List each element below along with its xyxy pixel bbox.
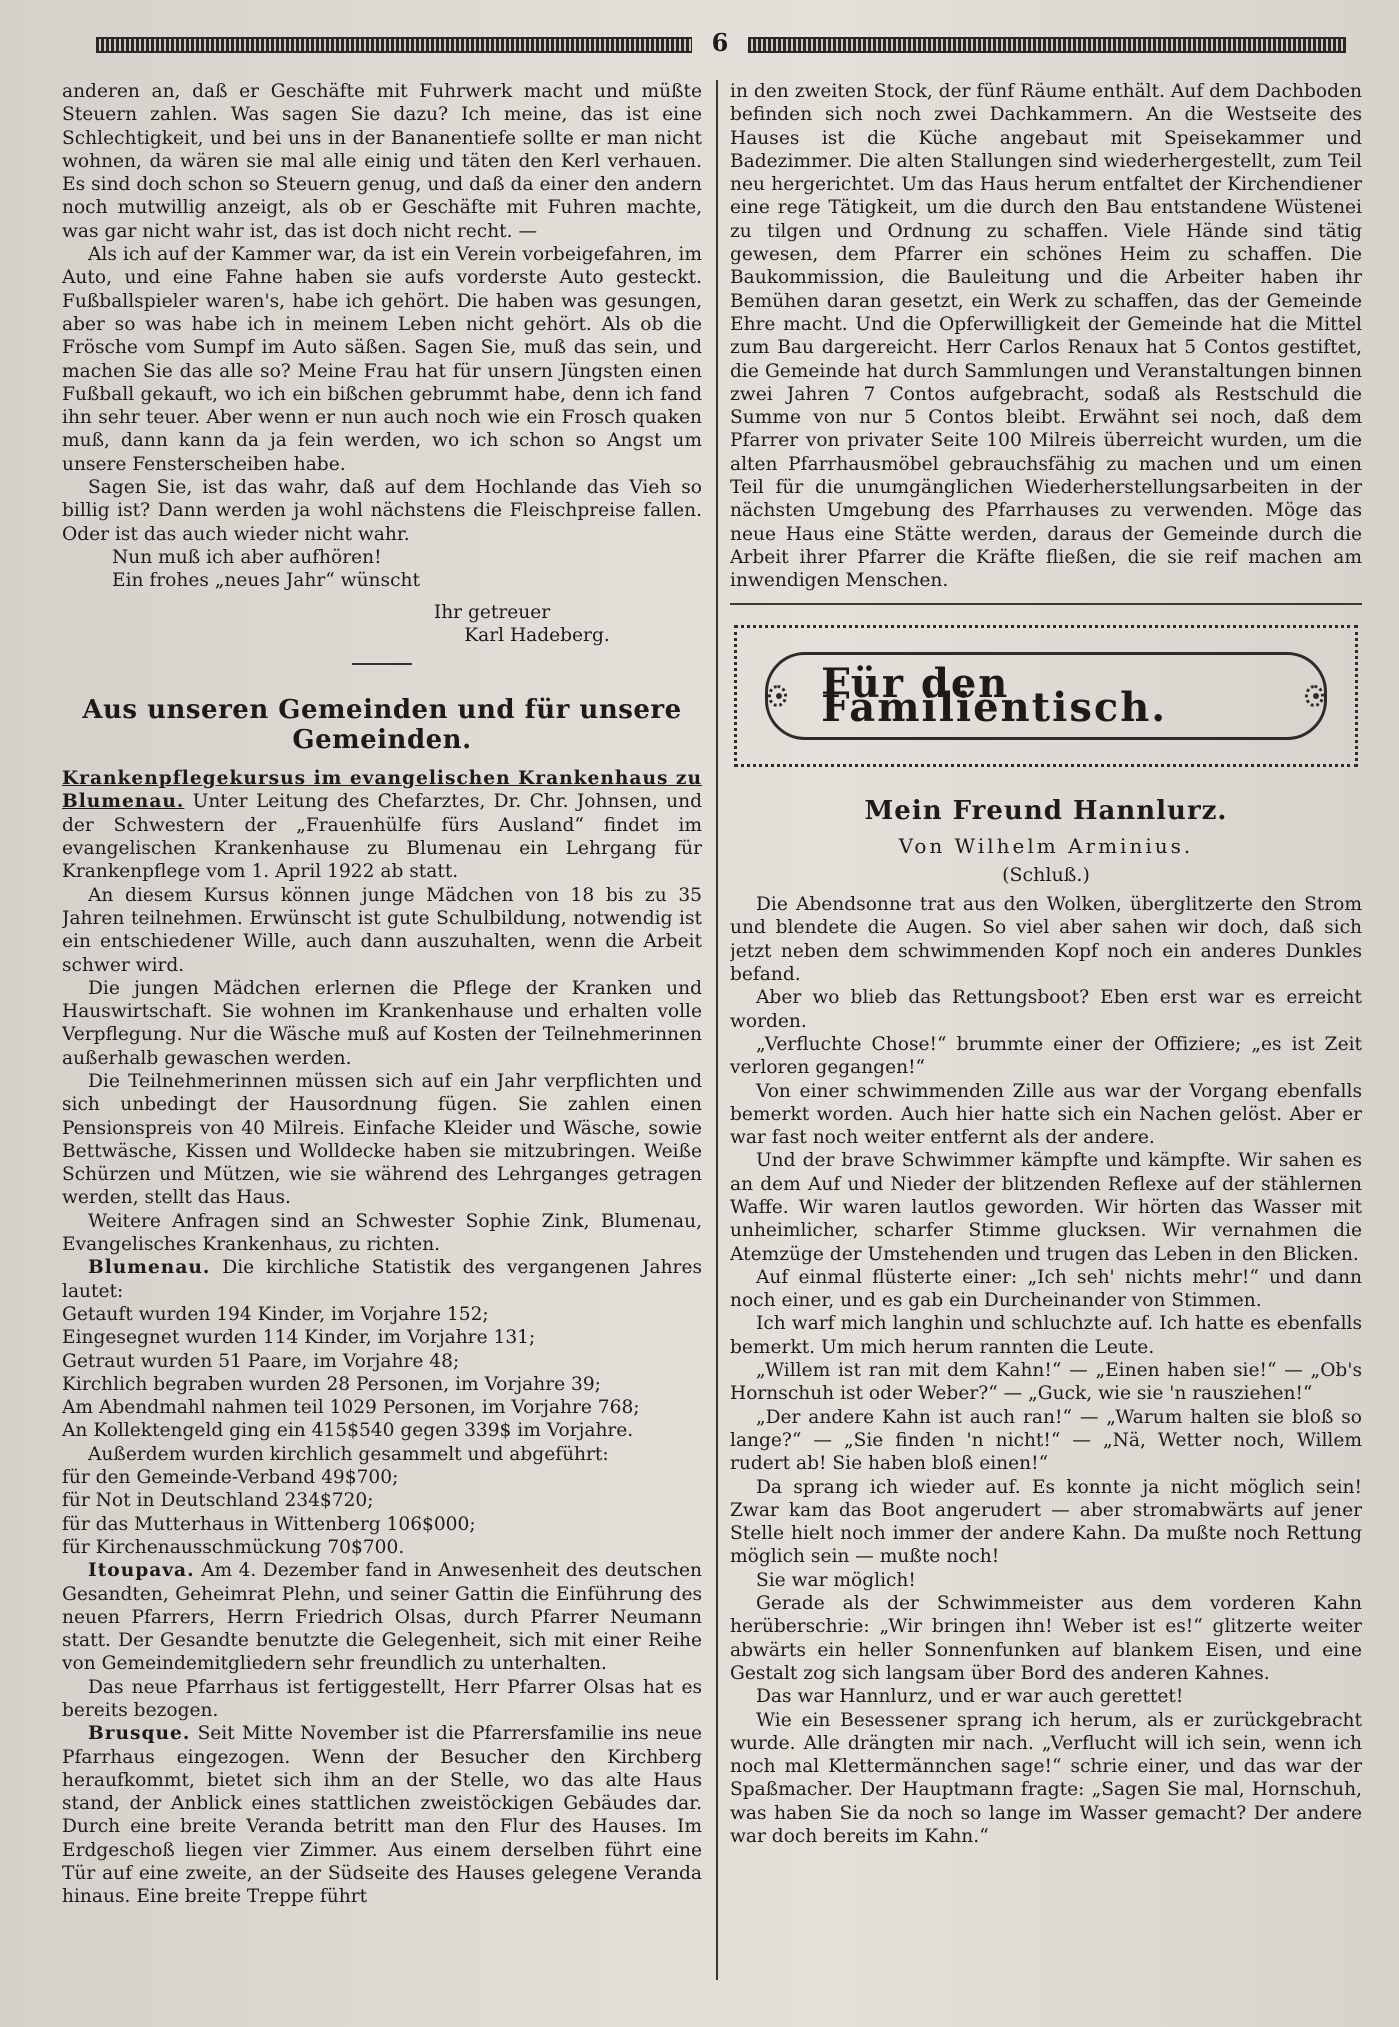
closing-line: Nun muß ich aber aufhören! <box>112 546 382 568</box>
story-paragraph: „Verfluchte Chose!“ brummte einer der Offiziere; „es ist Zeit verloren gegangen!“ <box>730 1033 1362 1079</box>
left-column <box>62 80 702 1990</box>
article-text: Am 4. Dezember fand in Anwesenheit des deutschen Gesandten, Geheimrat Plehn, und seiner Gattin die Einführung des neuen Pfarrers, Herrn Friedrich Olsas, durch Pfarrer Neumann statt. Der Gesandte benutzte die Gelegenheit, sich mit einer Reihe von Gemeindemitgliedern sehr freundlich zu unterhalten. <box>62 1560 702 1675</box>
story-paragraph: Von einer schwimmenden Zille aus war der Vorgang ebenfalls bemerkt worden. Auch hier hatte sich ein Nachen gelöst. Aber er war fast noch weiter entfernt als der andere. <box>730 1080 1362 1149</box>
story-paragraph: Die Abendsonne trat aus den Wolken, überglitzerte den Strom und blendete die Augen. So viel aber sahen wir doch, daß sich jetzt neben dem schwimmenden Kopf noch ein anderes Dunkles befand. <box>730 894 1362 986</box>
ornament-icon <box>1305 685 1324 707</box>
article-head-blumenau: Blumenau. <box>88 1257 211 1279</box>
story-paragraph: „Der andere Kahn ist auch ran!“ — „Warum halten sie bloß so lange?“ — „Sie finden 'n nicht!“ — „Nä, Wetter noch, Willem rudert ab! Sie haben bloß einen!“ <box>730 1406 1362 1475</box>
page-number: 6 <box>711 28 729 57</box>
story-paragraph: Und der brave Schwimmer kämpfte und kämpfte. Wir sahen es an dem Auf und Nieder der blitzenden Reflexe auf der stählernen Waffe. Wir waren lautlos geworden. Wir hörten das Wasser mit unheimlicher, scharfer Stimme glucksen. Wir vernahmen die Atemzüge der Umstehenden und trugen das Leben in den Blicken. <box>730 1150 1362 1265</box>
signature-name: Karl Hadeberg. <box>464 624 610 646</box>
story-byline: Von Wilhelm Arminius. <box>898 833 1194 858</box>
statistics-line: Getauft wurden 194 Kinder, im Vorjahre 152; <box>62 1303 489 1325</box>
story-paragraph: Da sprang ich wieder auf. Es konnte ja nicht möglich sein! Zwar kam das Boot angerudert — aber stromabwärts auf jener Stelle hielt noch immer der andere Kahn. Da mußte noch Rettung möglich sein — mußte noch! <box>730 1476 1362 1568</box>
article-text: An diesem Kursus können junge Mädchen von 18 bis zu 35 Jahren teilnehmen. Erwünscht ist gute Schulbildung, notwendig ist ein entschiedener Wille, auch dann auszuhalten, wenn die Arbeit schwer wird. <box>62 884 702 976</box>
story-paragraph: Auf einmal flüsterte einer: „Ich seh' nichts mehr!“ und dann noch einer, und es gab ein Durcheinander von Stimmen. <box>730 1266 1362 1312</box>
article-text: Weitere Anfragen sind an Schwester Sophie Zink, Blumenau, Evangelisches Krankenhaus, zu richten. <box>62 1210 702 1256</box>
right-column <box>730 80 1362 1990</box>
story-part-label: (Schluß.) <box>1002 863 1090 886</box>
banner-frame <box>765 652 1327 740</box>
article-text: Unter Leitung des Chefarztes, Dr. Chr. Johnsen, und der Schwestern der „Frauenhülfe fürs Ausland“ findet im evangelischen Krankenhause zu Blumenau ein Lehrgang für Krankenpflege vom 1. April 1922 ab statt. <box>62 791 702 883</box>
story-paragraph: Ich warf mich langhin und schluchzte auf. Ich hatte es ebenfalls bemerkt. Um mich herum rannten die Leute. <box>730 1313 1362 1358</box>
article-text: Die jungen Mädchen erlernen die Pflege der Kranken und Hauswirtschaft. Sie wohnen im Krankenhause und erhalten volle Verpflegung. Nur die Wäsche muß auf Kosten der Teilnehmerinnen außerhalb gewaschen werden. <box>62 977 702 1069</box>
collected-intro: Außerdem wurden kirchlich gesammelt und abgeführt: <box>88 1443 609 1465</box>
statistics-list <box>62 1303 702 1559</box>
column-divider <box>716 80 718 1980</box>
article-text: Die Teilnehmerinnen müssen sich auf ein Jahr verpflichten und sich unbedingt der Hausordnung fügen. Sie zahlen einen Pensionspreis von 40 Milreis. Einfache Kleider und Wäsche, sowie Bettwäsche, Kissen und Wolldecke haben sie mitzubringen. Weiße Schürzen und Mützen, wie sie während des Lehrganges getragen werden, stellt das Haus. <box>62 1070 702 1209</box>
story-title: Mein Freund Hannlurz. <box>864 795 1228 826</box>
page-header <box>96 30 1346 56</box>
story-paragraph: Gerade als der Schwimmeister aus dem vorderen Kahn herüberschrie: „Wir bringen ihn! Weber ist es!“ glitzerte weiter abwärts ein heller Sonnenfunken auf blankem Eisen, und eine Gestalt zog sich langsam über Bord des anderen Kahnes. <box>730 1593 1362 1684</box>
closing-line: Ein frohes „neues Jahr“ wünscht <box>112 570 420 592</box>
section-title: Aus unseren Gemeinden und für unsere Gemeinden. <box>82 695 682 756</box>
article-text: Seit Mitte November ist die Pfarrersfamilie ins neue Pfarrhaus eingezogen. Wenn der Besucher den Kirchberg heraufkommt, bietet sich ihm an der Stelle, wo das alte Haus stand, der Anblick eines stattlichen zweistöckigen Gebäudes dar. Durch eine breite Veranda betritt man den Flur des Hauses. Im Erdgeschoß liegen vier Zimmer. Aus einem derselben führt eine Tür auf eine zweite, an der Südseite des Hauses gelegene Veranda hinaus. Eine breite Treppe führt <box>62 1723 702 1908</box>
story-paragraph: Das war Hannlurz, und er war auch gerettet! <box>756 1686 1184 1708</box>
divider <box>352 663 412 665</box>
statistics-line: Am Abendmahl nahmen teil 1029 Personen, im Vorjahre 768; <box>62 1397 640 1419</box>
banner-title: Für den Familientisch. <box>821 660 1168 731</box>
article-head-brusque: Brusque. <box>88 1723 191 1745</box>
letter-paragraph: Als ich auf der Kammer war, da ist ein Verein vorbeigefahren, im Auto, und eine Fahne haben sie aufs vorderste Auto gesteckt. Fußballspieler waren's, habe ich gehört. Die haben was gesungen, aber so was habe ich in meinem Leben nicht gehört. Als ob die Frösche vom Sumpf im Auto säßen. Sagen Sie, muß das sein, und machen Sie das alle so? Meine Frau hat für unsern Jüngsten einen Fußball gekauft, wo ich ein bißchen gebrummt habe, denn ich fand ihn sehr teuer. Aber wenn er nun auch noch wie ein Frosch quaken muß, dann kann da ja fein werden, wo ich schon so Angst um unsere Fensterscheiben habe. <box>62 244 702 475</box>
story-paragraph: Aber wo blieb das Rettungsboot? Eben erst war es erreicht worden. <box>730 987 1362 1032</box>
article-text: Das neue Pfarrhaus ist fertiggestellt, Herr Pfarrer Olsas hat es bereits bezogen. <box>62 1676 702 1721</box>
divider <box>730 603 1362 605</box>
collected-line: für den Gemeinde-Verband 49$700; <box>62 1467 399 1489</box>
statistics-line: Eingesegnet wurden 114 Kinder, im Vorjahre 131; <box>62 1327 536 1349</box>
collected-line: für Kirchenausschmückung 70$700. <box>62 1536 405 1558</box>
signature-greeting: Ihr getreuer <box>433 601 551 623</box>
article-text: in den zweiten Stock, der fünf Räume enthält. Auf dem Dachboden befinden sich noch zwei Dachkammern. An die Westseite des Hauses ist die Küche angebaut mit Speisekammer und Badezimmer. Die alten Stallungen sind wiederhergestellt, zum Teil neu hergerichtet. Um das Haus herum entfaltet der Kirchendiener eine rege Tätigkeit, um die durch den Bau entstandene Wüstenei zu tilgen und Ordnung zu schaffen. Viele Hände sind tätig gewesen, dem Pfarrer ein schönes Heim zu schaffen. Die Baukommission, die Bauleitung und die Arbeiter haben ihr Bemühen daran gesetzt, ein Werk zu schaffen, das der Gemeinde Ehre macht. Und die Opferwilligkeit der Gemeinde hat die Mittel zum Bau dargereicht. Herr Carlos Renaux hat 5 Contos gestiftet, die Gemeinde hat durch Sammlungen und Veranstaltungen binnen zwei Jahren 7 Contos aufgebracht, sodaß als Restschuld die Summe von nur 5 Contos bleibt. Erwähnt sei noch, daß dem Pfarrer von privater Seite 100 Milreis überreicht wurden, um die alten Pfarrhausmöbel gebrauchsfähig zu machen und um einen Teil für die unumgänglichen Wiederherstellungsarbeiten in der nächsten Umgebung des Pfarrhauses zu verwenden. Möge das neue Haus eine Stätte werden, daraus der Gemeinde durch die Arbeit ihrer Pfarrer die Kräfte fließen, die sie reif machen am inwendigen Menschen. <box>730 81 1362 592</box>
feature-banner <box>734 625 1358 767</box>
article-text: Die kirchliche Statistik des vergangenen Jahres lautet: <box>62 1257 702 1302</box>
story-paragraph: Sie war möglich! <box>756 1569 916 1591</box>
article-head-itoupava: Itoupava. <box>88 1560 195 1582</box>
statistics-line: Getraut wurden 51 Paare, im Vorjahre 48; <box>62 1350 460 1372</box>
letter-paragraph: anderen an, daß er Geschäfte mit Fuhrwerk macht und müßte Steuern zahlen. Was sagen Sie dazu? Ich meine, das ist eine Schlechtigkeit, und bei uns in der Bananentiefe sollte er man nicht wohnen, da wären sie mal alle einig und täten den Kerl verhauen. Es sind doch schon so Steuern genug, und daß da einer den andern noch mutwillig anzeigt, als ob er Geschäfte mit Fuhren machte, was gar nicht wahr ist, das ist doch nicht recht. — <box>62 81 702 242</box>
story-paragraph: Wie ein Besessener sprang ich herum, als er zurückgebracht wurde. Alle drängten mir nach. „Verflucht will ich sein, wenn ich noch mal Klettermännchen sage!“ schrie einer, und das war der Spaßmacher. Der Hauptmann fragte: „Sagen Sie mal, Hornschuh, was haben Sie da noch so lange im Wasser gemacht? Der andere war doch bereits im Kahn.“ <box>730 1709 1362 1847</box>
ornament-icon <box>768 685 787 707</box>
statistics-line: An Kollektengeld ging ein 415$540 gegen 339$ im Vorjahre. <box>62 1420 634 1442</box>
story-paragraph: „Willem ist ran mit dem Kahn!“ — „Einen haben sie!“ — „Ob's Hornschuh ist oder Weber?“ — „Guck, wie sie 'n rausziehen!“ <box>730 1360 1362 1405</box>
header-ornament-right <box>748 37 1346 53</box>
header-ornament-left <box>96 37 692 53</box>
article-head-krankenpflege: Krankenpflegekursus im evangelischen Krankenhaus zu Blumenau. <box>62 768 702 813</box>
letter-paragraph: Sagen Sie, ist das wahr, daß auf dem Hochlande das Vieh so billig ist? Dann werden ja wohl nächstens die Fleischpreise fallen. Oder ist das auch wieder nicht wahr. <box>62 477 702 545</box>
collected-line: für das Mutterhaus in Wittenberg 106$000; <box>62 1513 476 1535</box>
collected-line: für Not in Deutschland 234$720; <box>62 1490 374 1512</box>
statistics-line: Kirchlich begraben wurden 28 Personen, im Vorjahre 39; <box>62 1373 601 1395</box>
